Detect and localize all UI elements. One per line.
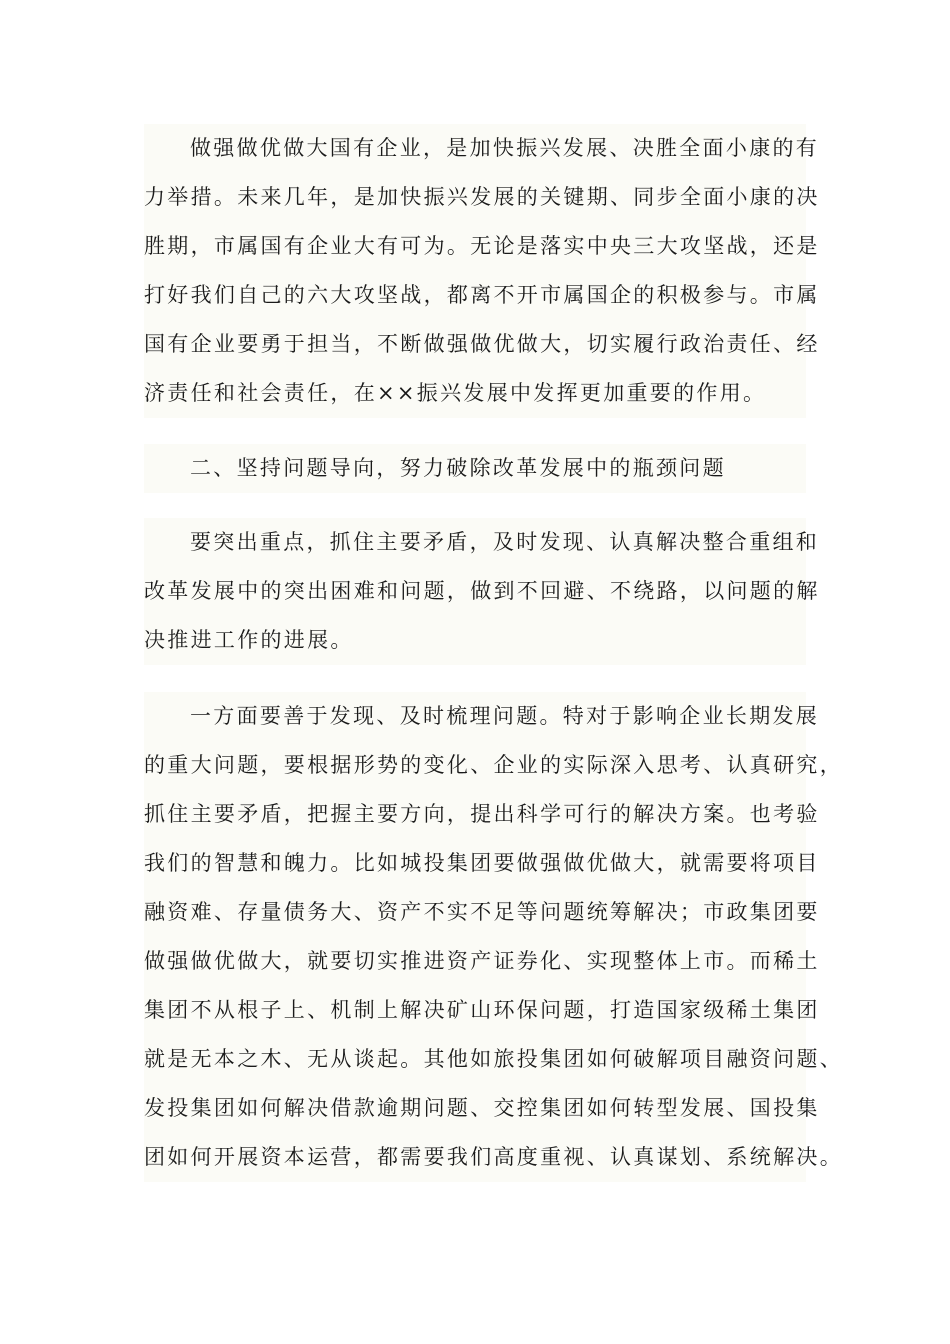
paragraph-intro <box>144 124 820 418</box>
paragraph-line: 要突出重点，抓住主要矛盾，及时发现、认真解决整合重组和 <box>190 530 820 554</box>
paragraph-line: 团如何开展资本运营，都需要我们高度重视、认真谋划、系统解决。 <box>144 1145 843 1169</box>
paragraph-problems <box>144 692 843 1182</box>
paragraph-line: 抓住主要矛盾，把握主要方向，提出科学可行的解决方案。也考验 <box>144 802 820 826</box>
paragraph-line: 我们的智慧和魄力。比如城投集团要做强做优做大，就需要将项目 <box>144 851 820 875</box>
paragraph-line: 做强做优做大国有企业，是加快振兴发展、决胜全面小康的有 <box>190 136 820 160</box>
paragraph-line: 发投集团如何解决借款逾期问题、交控集团如何转型发展、国投集 <box>144 1096 820 1120</box>
paragraph-line: 国有企业要勇于担当，不断做强做优做大，切实履行政治责任、经 <box>144 332 820 356</box>
paragraph-line: 决推进工作的进展。 <box>144 628 354 652</box>
section-heading <box>144 444 806 493</box>
paragraph-line: 就是无本之木、无从谈起。其他如旅投集团如何破解项目融资问题、 <box>144 1047 843 1071</box>
section-heading-text: 二、坚持问题导向，努力破除改革发展中的瓶颈问题 <box>190 456 726 480</box>
paragraph-focus <box>144 518 820 665</box>
paragraph-line: 一方面要善于发现、及时梳理问题。特对于影响企业长期发展 <box>190 704 820 728</box>
paragraph-line: 力举措。未来几年，是加快振兴发展的关键期、同步全面小康的决 <box>144 185 820 209</box>
paragraph-line: 融资难、存量债务大、资产不实不足等问题统筹解决；市政集团要 <box>144 900 820 924</box>
paragraph-line: 打好我们自己的六大攻坚战，都离不开市属国企的积极参与。市属 <box>144 283 820 307</box>
paragraph-line: 集团不从根子上、机制上解决矿山环保问题，打造国家级稀土集团 <box>144 998 820 1022</box>
paragraph-line: 胜期，市属国有企业大有可为。无论是落实中央三大攻坚战，还是 <box>144 234 820 258</box>
paragraph-line: 改革发展中的突出困难和问题，做到不回避、不绕路，以问题的解 <box>144 579 820 603</box>
paragraph-line: 的重大问题，要根据形势的变化、企业的实际深入思考、认真研究， <box>144 753 843 777</box>
paragraph-line: 做强做优做大，就要切实推进资产证券化、实现整体上市。而稀土 <box>144 949 820 973</box>
paragraph-line: 济责任和社会责任，在××振兴发展中发挥更加重要的作用。 <box>144 381 767 405</box>
